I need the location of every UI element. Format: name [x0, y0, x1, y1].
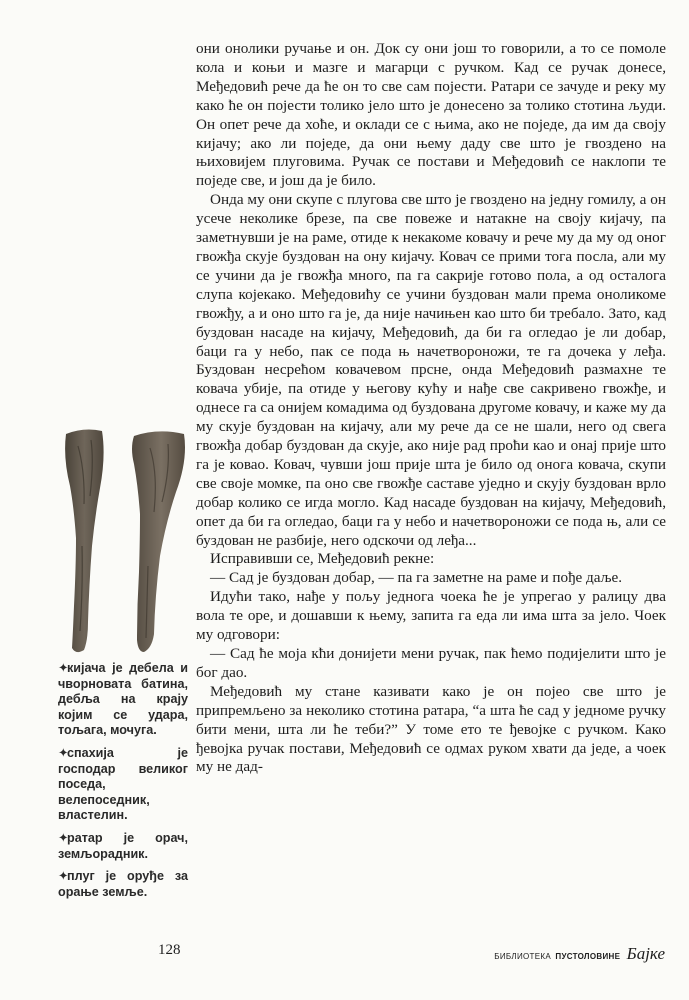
kijaca-club-illustration [58, 426, 194, 656]
paragraph: — Сад ће моја кћи донијети мени ручак, пак ћемо подијелити што је бог дао. [196, 645, 666, 681]
glossary-entry [58, 869, 188, 900]
story-text-column [196, 40, 666, 777]
paragraph: Међедовић му стане казивати како је он појео све што је припремљено за неколико стотина ратара, “а шта ће сад у једноме ручку бити мени, шта ли ће теби?” У томе ето те ђевојке с ручком. Како ђевојка ручак постави, Међедовић се одмах руком хвати да једе, а чоек му не дад- [196, 682, 666, 776]
page-number: 128 [158, 942, 181, 958]
footer-library-label: БИБЛИОТЕКА [494, 952, 551, 961]
glossary-text: ратар је орач, земљорадник. [58, 830, 188, 861]
right-club-shape [132, 431, 185, 652]
paragraph: они онолики ручање и он. Док су они још то говорили, а то се помоле кола и коњи и мазге и магарци с ручком. Кад се ручак донесе, Међедовић рече да ће он то све сам појести. Ратари се зачуде и реку му како ће он појести толико јело што је донесено за толико стотина људи. Он опет рече да хоће, и оклади се с њима, ако не поједе, да им да своју кијачу; ако ли поједе, да они њему даду све што је гвоздено на њиховијем плуговима. Ручак се постави и Међедовић се наклопи те поједе све, и још да је било. [196, 40, 666, 190]
footer-book-title: Бајке [626, 944, 665, 963]
glossary-entry [58, 661, 188, 739]
paragraph: — Сад је буздован добар, — па га заметне на раме и пође даље. [210, 569, 623, 587]
diamond-bullet-icon: ✦ [58, 661, 69, 675]
paragraph: Идући тако, нађе у пољу једнога чоека ће је упрегао у ралицу два вола те оре, и дошавши к њему, запита га еда ли има шта за јело. Чоек му одговори: [196, 588, 666, 644]
diamond-bullet-icon: ✦ [58, 869, 69, 884]
glossary-text: плуг је оруђе за орање земље. [58, 869, 188, 899]
glossary-text: кијача је дебела и чворновата батина, дебља на крају којим се удара, тољага, мочуга. [58, 661, 188, 738]
glossary-entry [58, 831, 188, 862]
paragraph: Исправивши се, Међедовић рекне: [210, 550, 435, 568]
paragraph: Онда му они скупе с плугова све што је гвоздено на једну гомилу, а он усече неколике брезе, па све повеже и натакне на своју кијачу, па заметнувши је на раме, отиде к некакоме ковачу и рече му да му од оног гвожђа скује буздован на ону кијачу. Ковач се прими тога посла, али му се учини да је гвожђа много, па га сакрије готово пола, а од осталога слупа којекако. Међедовићу се учини буздован мали према оноликоме гвожђу, а и оно што га је, да није начињен као што би требало. Зато, кад буздован насаде на кијачу, Међедовић, да би га огледао је ли добар, баци га у небо, пак се пода њ начетвороножи, те га дочека у леђа. Буздован несрећом ковачевом прсне, онда Међедовић размахне те ковача убије, па отиде у његову кућу и нађе све сакривено гвожђе, и однесе га са онијем комадима од буздована другоме ковачу, и каже му да му скује буздован на кијачу, али му рече да се не шали, него од свега гвожђа добар буздован да скује, ако није рад проћи као и онај прије што га је ковао. Ковач, чувши још прије шта је било од онога ковача, скупи све своје момке, па оно све гвожђе саставе уједно и скују буздован врло добар колико се игда могло. Кад насаде буздован на кијачу, Међедовић, опет да би га огледао, баци га у небо и начетвороножи се пода њ, али се буздован не разбије, него одскочи од леђа... [196, 191, 666, 549]
left-club-shape [65, 430, 104, 653]
glossary-sidebar [58, 661, 188, 907]
glossary-text: спахија је господар великог поседа, велепоседник, властелин. [58, 745, 188, 823]
glossary-entry [58, 746, 188, 824]
footer-series-label: ПУСТОЛОВИНЕ [555, 952, 621, 961]
footer-series-brand [494, 944, 665, 964]
diamond-bullet-icon: ✦ [58, 830, 69, 845]
diamond-bullet-icon: ✦ [58, 745, 69, 760]
